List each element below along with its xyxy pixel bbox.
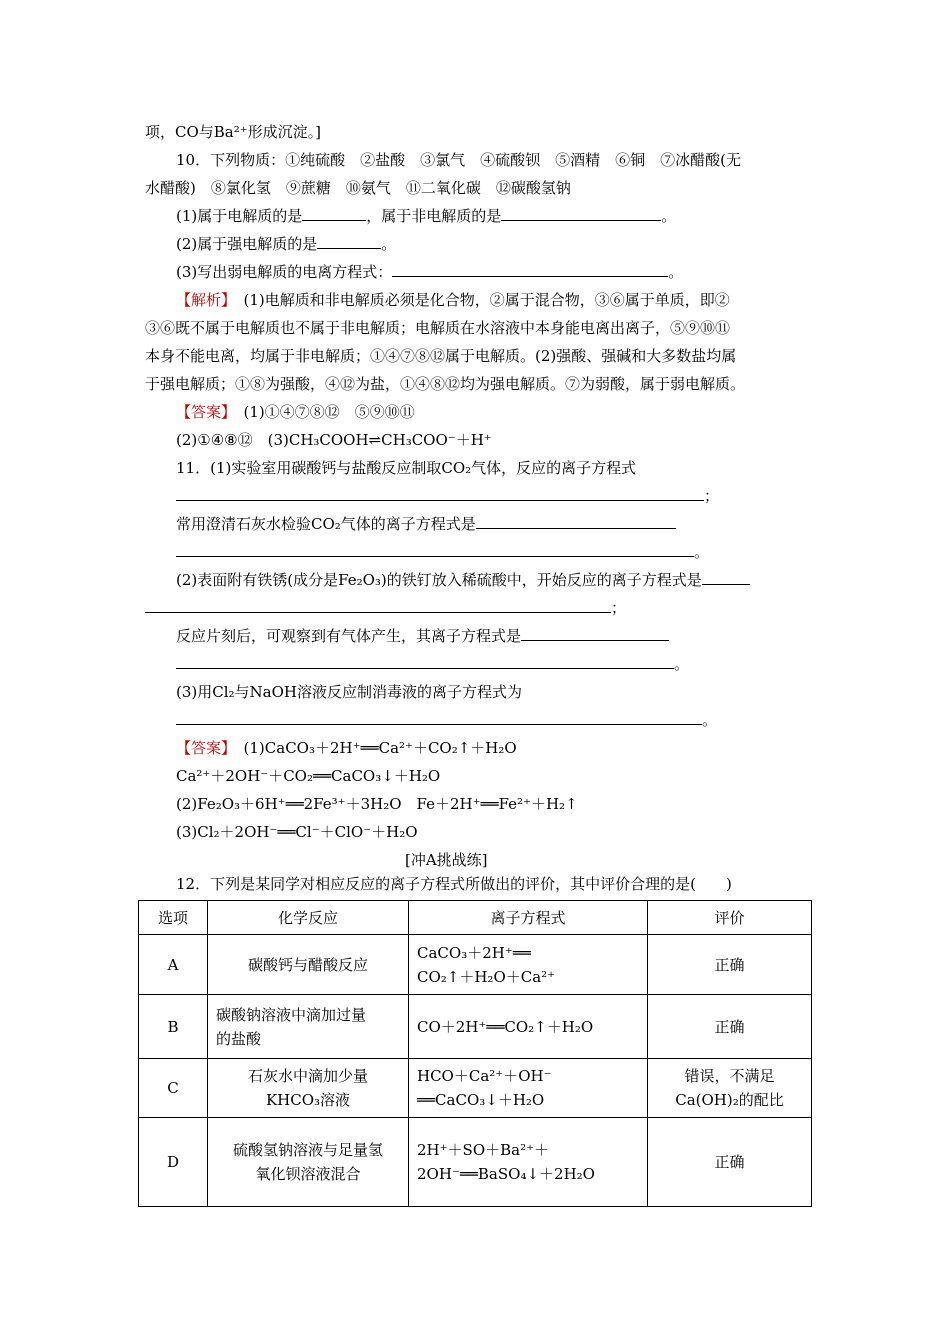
equation-cell bbox=[409, 1118, 648, 1207]
text: ； bbox=[611, 599, 627, 617]
equation-cell bbox=[409, 935, 648, 995]
text: 正确 bbox=[714, 1017, 745, 1036]
text: (1)CaCO₃＋2H⁺══Ca²⁺＋CO₂↑＋H₂O bbox=[243, 739, 517, 757]
text: 碳酸钠溶液中滴加过量 bbox=[216, 1005, 367, 1024]
answer-blank bbox=[176, 486, 704, 501]
answer-line: (2)①④⑧⑫ (3)CH₃COOH⇌CH₃COO⁻＋H⁺ bbox=[176, 431, 492, 449]
answer-blank bbox=[176, 654, 674, 669]
text: 正确 bbox=[714, 1153, 745, 1171]
option-cell: A bbox=[139, 935, 208, 995]
evaluation-cell bbox=[648, 1059, 812, 1118]
text-line: 项，CO与Ba²⁺形成沉淀。] bbox=[145, 123, 322, 141]
table-header-row bbox=[139, 901, 812, 935]
equation-cell bbox=[409, 1059, 648, 1118]
answer-blank bbox=[176, 710, 702, 725]
text: KHCO₃溶液 bbox=[265, 1091, 351, 1109]
answer-blank bbox=[176, 542, 694, 557]
text: 反应片刻后，可观察到有气体产生，其离子方程式是 bbox=[176, 627, 522, 645]
header-equation: 离子方程式 bbox=[409, 901, 648, 935]
option-cell: B bbox=[139, 995, 208, 1059]
text: CO₂↑＋H₂O＋Ca²⁺ bbox=[417, 967, 556, 986]
table-row bbox=[139, 995, 812, 1059]
text: 。 bbox=[381, 235, 397, 253]
blank-line bbox=[176, 541, 709, 563]
analysis-line: 本身不能电离，均属于非电解质；①④⑦⑧⑫属于电解质。(2)强酸、强碱和大多数盐均属 bbox=[145, 347, 737, 365]
reaction-cell bbox=[208, 1118, 409, 1207]
answer-blank bbox=[476, 514, 676, 529]
text: (2)属于强电解质的是 bbox=[176, 235, 318, 253]
analysis-line: ③⑥既不属于电解质也不属于非电解质；电解质在水溶液中本身能电离出离子，⑤⑨⑩⑪ bbox=[145, 319, 731, 337]
header-evaluation: 评价 bbox=[648, 901, 812, 935]
equation-cell bbox=[409, 995, 648, 1059]
question-10-part1 bbox=[176, 205, 676, 227]
option-cell: D bbox=[139, 1118, 208, 1207]
answer-line: (2)Fe₂O₃＋6H⁺══2Fe³⁺＋3H₂O Fe＋2H⁺══Fe²⁺＋H₂↑ bbox=[176, 795, 578, 813]
analysis-line: 于强电解质；①⑧为强酸，④⑫为盐，①④⑧⑫均为强电解质。⑦为弱酸，属于弱电解质。 bbox=[145, 375, 746, 393]
text: 氧化钡溶液混合 bbox=[255, 1165, 361, 1183]
text: CaCO₃＋2H⁺══ bbox=[417, 943, 531, 962]
text: (1)①④⑦⑧⑫ ⑤⑨⑩⑪ bbox=[243, 403, 415, 421]
text: (1)属于电解质的是 bbox=[176, 207, 303, 225]
text: 。 bbox=[661, 207, 677, 225]
answer-blank bbox=[521, 626, 669, 641]
question-11-part3: (3)用Cl₂与NaOH溶液反应制消毒液的离子方程式为 bbox=[176, 683, 522, 701]
text: 2H⁺＋SO＋Ba²⁺＋ bbox=[417, 1141, 550, 1159]
blank-line bbox=[176, 653, 689, 675]
table-row bbox=[139, 935, 812, 995]
text: ，属于非电解质的是 bbox=[366, 207, 502, 225]
text: 。 bbox=[694, 543, 710, 561]
table-row bbox=[139, 1059, 812, 1118]
question-10-part3 bbox=[176, 261, 683, 283]
reaction-cell bbox=[208, 935, 409, 995]
evaluation-cell bbox=[648, 935, 812, 995]
text: HCO＋Ca²⁺＋OH⁻ bbox=[417, 1067, 552, 1085]
answer-line bbox=[176, 401, 415, 423]
analysis-line bbox=[176, 289, 730, 311]
text: 石灰水中滴加少量 bbox=[247, 1067, 368, 1085]
text: Ca(OH)₂的配比 bbox=[675, 1091, 784, 1109]
text: 的盐酸 bbox=[216, 1029, 262, 1048]
text: 碳酸钙与醋酸反应 bbox=[247, 955, 368, 974]
text: ══CaCO₃↓＋H₂O bbox=[417, 1091, 545, 1109]
question-11: 11．(1)实验室用碳酸钙与盐酸反应制取CO₂气体，反应的离子方程式 bbox=[176, 459, 637, 477]
question-10-part2 bbox=[176, 233, 396, 255]
answer-blank bbox=[145, 598, 611, 613]
reaction-cell bbox=[208, 995, 409, 1059]
text: 。 bbox=[702, 711, 718, 729]
answer-blank bbox=[501, 206, 661, 221]
answer-blank bbox=[392, 262, 668, 277]
text: ； bbox=[704, 487, 720, 505]
text: (1)电解质和非电解质必须是化合物，②属于混合物，③⑥属于单质，即② bbox=[243, 291, 730, 309]
table-row bbox=[139, 1118, 812, 1207]
analysis-tag: 【解析】 bbox=[176, 291, 229, 309]
header-reaction: 化学反应 bbox=[208, 901, 409, 935]
answer-tag: 【答案】 bbox=[176, 403, 229, 421]
text: CO＋2H⁺══CO₂↑＋H₂O bbox=[417, 1017, 594, 1036]
text: 2OH⁻══BaSO₄↓＋2H₂O bbox=[417, 1165, 595, 1183]
option-cell: C bbox=[139, 1059, 208, 1118]
question-11-part2 bbox=[176, 569, 750, 591]
evaluation-table bbox=[138, 900, 812, 1207]
answer-line bbox=[176, 737, 517, 759]
text: 硫酸氢钠溶液与足量氢 bbox=[232, 1141, 383, 1159]
text: 错误，不满足 bbox=[684, 1067, 775, 1085]
text: 。 bbox=[674, 655, 690, 673]
answer-tag: 【答案】 bbox=[176, 739, 229, 757]
section-heading: [冲A挑战练] bbox=[405, 851, 488, 869]
answer-blank bbox=[702, 570, 750, 585]
text: 正确 bbox=[714, 955, 745, 974]
text: 常用澄清石灰水检验CO₂气体的离子方程式是 bbox=[176, 515, 476, 533]
header-option: 选项 bbox=[139, 901, 208, 935]
text: 。 bbox=[668, 263, 684, 281]
question-11-lime bbox=[176, 513, 676, 535]
answer-blank bbox=[302, 206, 366, 221]
question-11-gas bbox=[176, 625, 669, 647]
blank-line bbox=[176, 709, 717, 731]
reaction-cell bbox=[208, 1059, 409, 1118]
evaluation-cell bbox=[648, 995, 812, 1059]
blank-line bbox=[145, 597, 626, 619]
blank-line bbox=[176, 485, 719, 507]
answer-blank bbox=[317, 234, 381, 249]
text: (3)写出弱电解质的电离方程式： bbox=[176, 263, 393, 281]
answer-line: Ca²⁺＋2OH⁻＋CO₂══CaCO₃↓＋H₂O bbox=[176, 767, 441, 785]
evaluation-cell bbox=[648, 1118, 812, 1207]
answer-line: (3)Cl₂＋2OH⁻══Cl⁻＋ClO⁻＋H₂O bbox=[176, 823, 418, 841]
question-10: 10．下列物质：①纯硫酸 ②盐酸 ③氯气 ④硫酸钡 ⑤酒精 ⑥铜 ⑦冰醋酸(无 bbox=[176, 151, 741, 169]
question-12: 12．下列是某同学对相应反应的离子方程式所做出的评价，其中评价合理的是( ) bbox=[176, 875, 732, 893]
question-10-continued: 水醋酸) ⑧氯化氢 ⑨蔗糖 ⑩氨气 ⑪二氧化碳 ⑫碳酸氢钠 bbox=[145, 179, 571, 197]
text: (2)表面附有铁锈(成分是Fe₂O₃)的铁钉放入稀硫酸中，开始反应的离子方程式是 bbox=[176, 571, 702, 589]
